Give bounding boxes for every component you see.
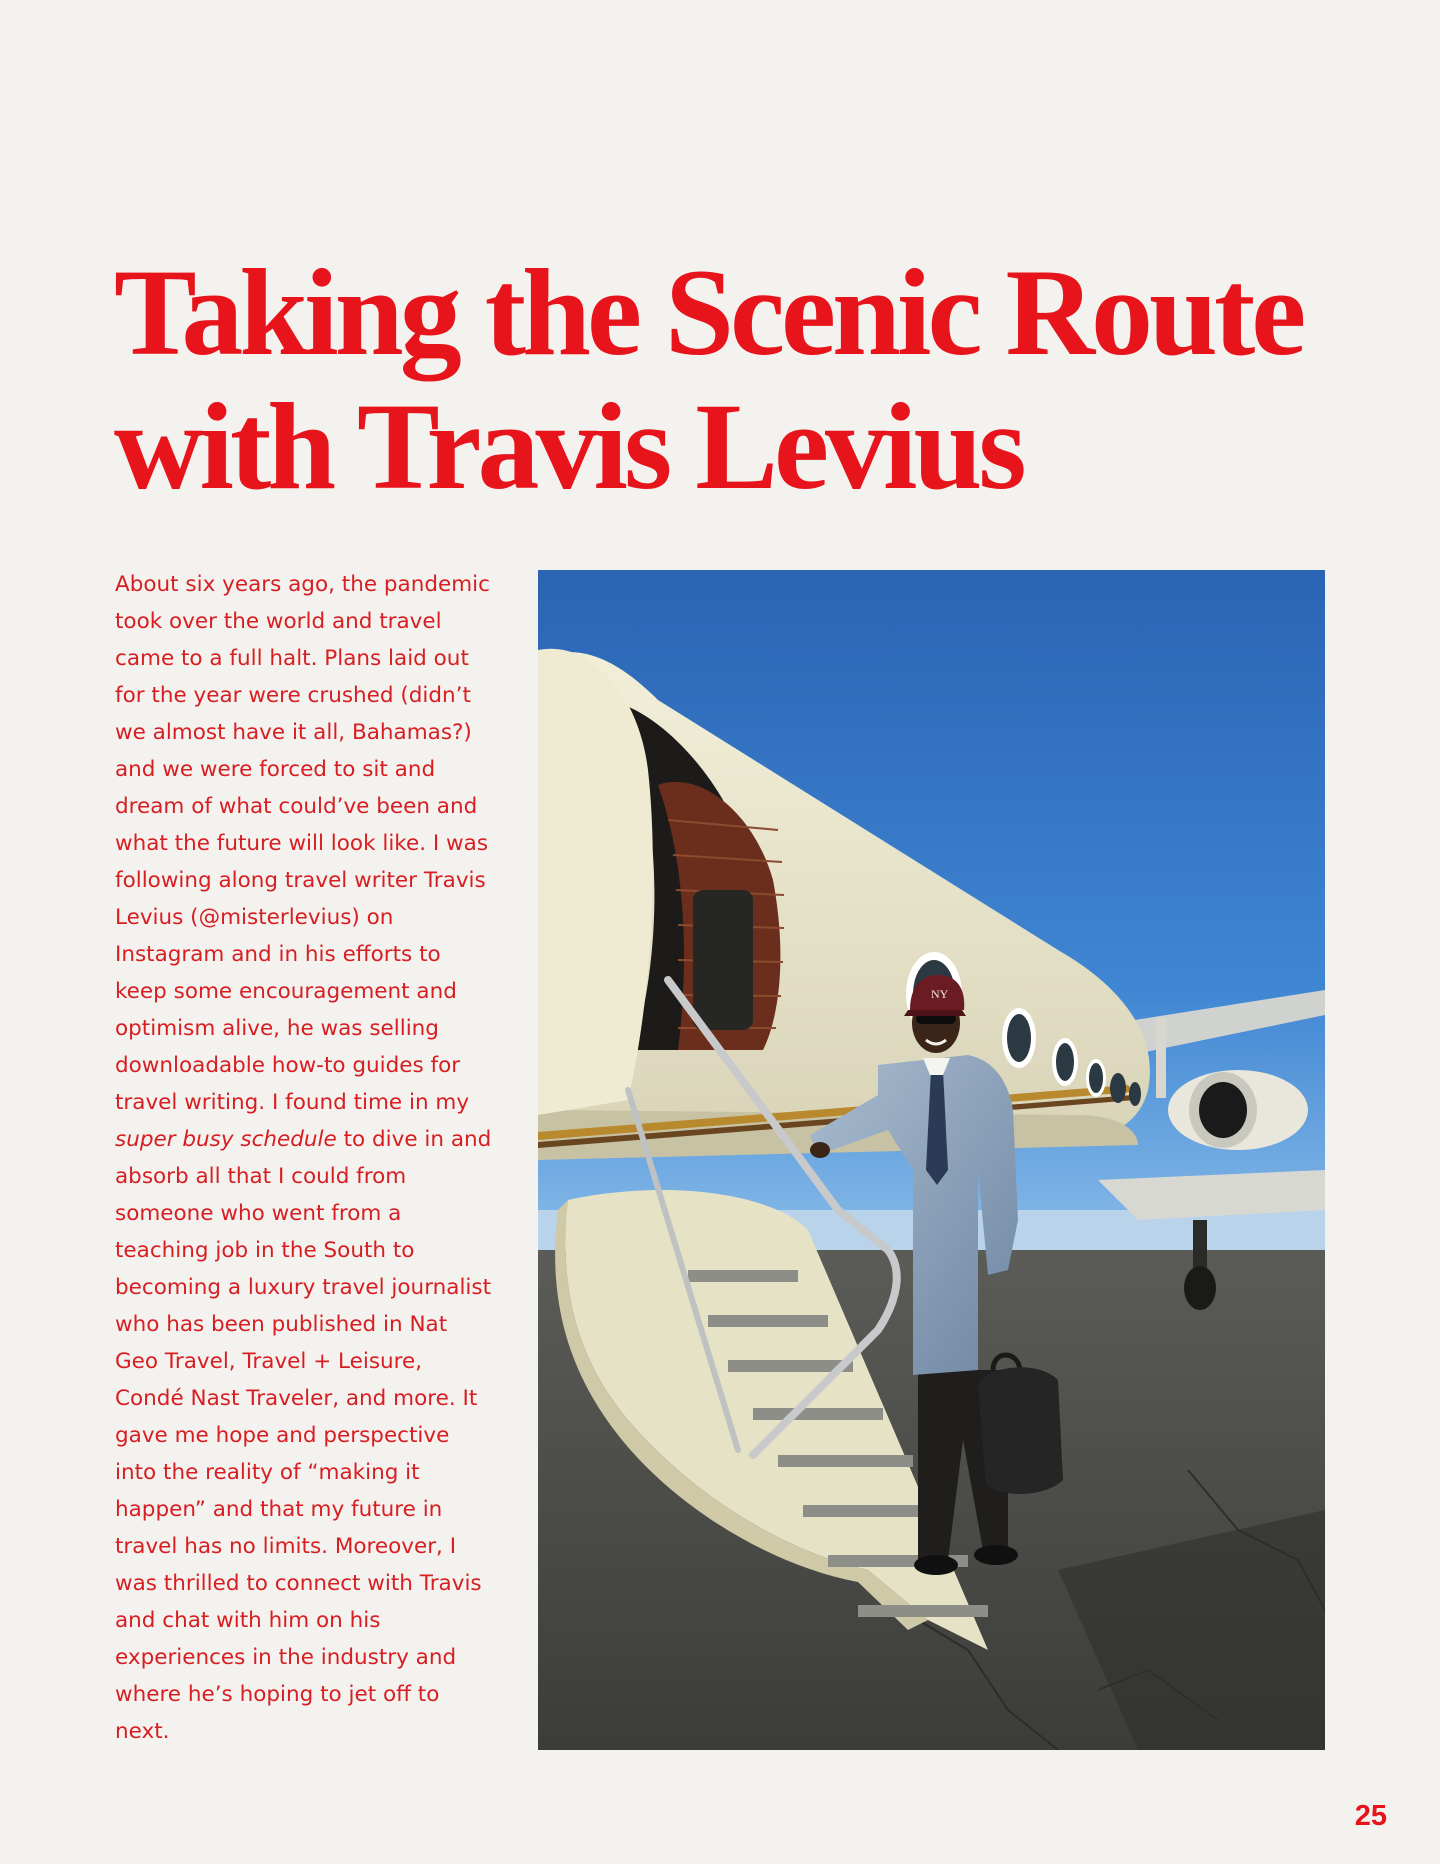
body-line: About six years ago, the pandemic	[115, 572, 490, 597]
body-line: someone who went from a	[115, 1201, 402, 1226]
body-line: optimism alive, he was selling	[115, 1016, 439, 1041]
hand-on-rail	[810, 1142, 830, 1158]
duffel-bag	[978, 1367, 1063, 1494]
body-line: and chat with him on his	[115, 1608, 381, 1633]
body-line: Instagram and in his efforts to	[115, 942, 441, 967]
jet-photo-illustration	[538, 570, 1325, 1750]
page-title	[114, 246, 1374, 514]
body-line: teaching job in the South to	[115, 1238, 415, 1263]
article-photo	[538, 570, 1325, 1750]
italic-line-rest: to dive in and	[336, 1127, 492, 1152]
body-line: experiences in the industry and	[115, 1645, 457, 1670]
winglet	[1156, 1018, 1166, 1098]
body-line: and we were forced to sit and	[115, 757, 436, 782]
shoe	[974, 1545, 1018, 1565]
body-line: travel has no limits. Moreover, I	[115, 1534, 457, 1559]
body-line: becoming a luxury travel journalist	[115, 1275, 492, 1300]
body-line: we almost have it all, Bahamas?)	[115, 720, 472, 745]
page-number: 25	[1354, 1800, 1387, 1832]
body-line: keep some encouragement and	[115, 979, 457, 1004]
article-body	[115, 566, 515, 1750]
title-line-2: with Travis Levius	[114, 378, 1023, 515]
body-line: who has been published in Nat	[115, 1312, 448, 1337]
body-line: travel writing. I found time in my	[115, 1090, 470, 1115]
title-line-1: Taking the Scenic Route	[114, 244, 1303, 381]
shoe	[914, 1555, 958, 1575]
cap-logo: NY	[931, 987, 949, 1001]
italic-phrase: super busy schedule	[115, 1127, 337, 1152]
engine	[1168, 1070, 1308, 1150]
body-line: was thrilled to connect with Travis	[115, 1571, 482, 1596]
body-line: where he’s hoping to jet off to	[115, 1682, 440, 1707]
body-line: absorb all that I could from	[115, 1164, 407, 1189]
body-line: gave me hope and perspective	[115, 1423, 450, 1448]
body-line: came to a full halt. Plans laid out	[115, 646, 469, 671]
body-line: what the future will look like. I was	[115, 831, 489, 856]
body-line-italic	[115, 1121, 515, 1158]
body-line: happen” and that my future in	[115, 1497, 443, 1522]
body-line: for the year were crushed (didn’t	[115, 683, 471, 708]
body-line: into the reality of “making it	[115, 1460, 420, 1485]
body-line: Levius (@misterlevius) on	[115, 905, 394, 930]
body-line: took over the world and travel	[115, 609, 442, 634]
body-line: dream of what could’ve been and	[115, 794, 478, 819]
inner-door	[693, 890, 753, 1030]
body-line: Geo Travel, Travel + Leisure,	[115, 1349, 423, 1374]
body-line: following along travel writer Travis	[115, 868, 486, 893]
body-line: next.	[115, 1719, 170, 1744]
body-line: Condé Nast Traveler, and more. It	[115, 1386, 478, 1411]
cap-brim	[904, 1010, 966, 1016]
landing-wheel	[1184, 1266, 1216, 1310]
body-line: downloadable how-to guides for	[115, 1053, 461, 1078]
